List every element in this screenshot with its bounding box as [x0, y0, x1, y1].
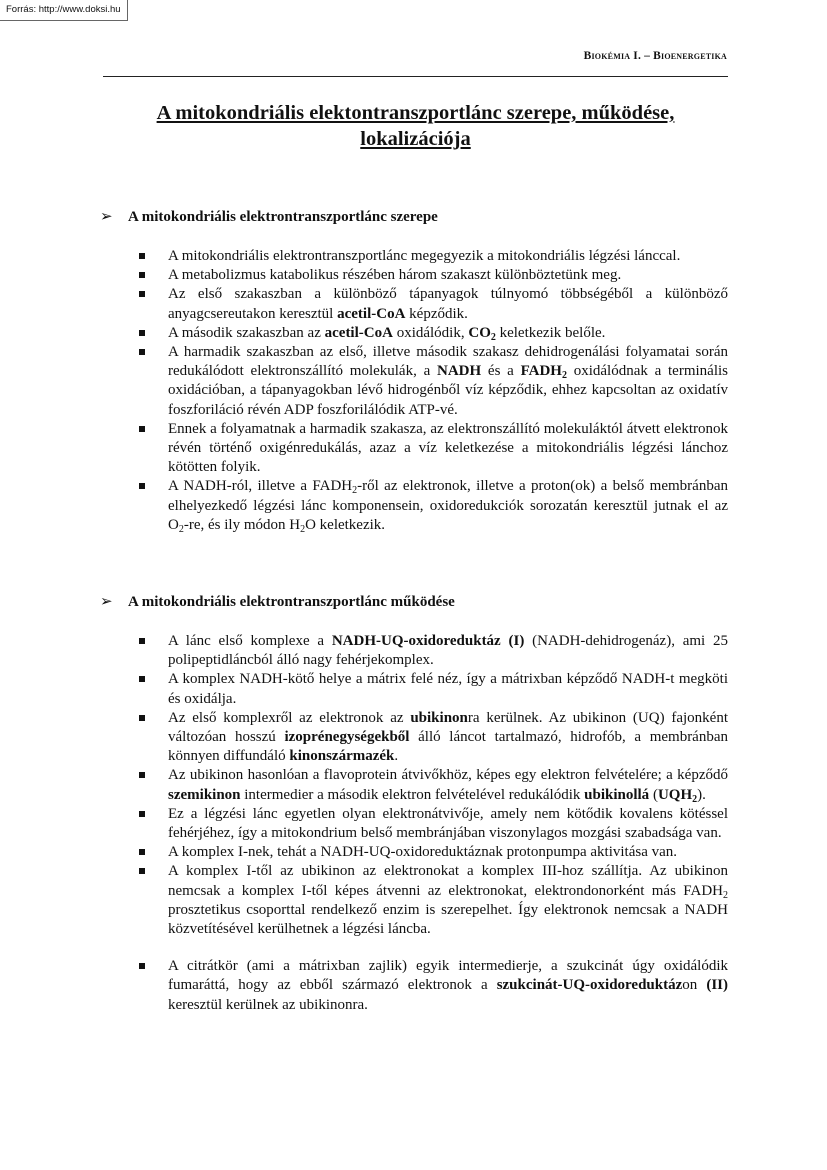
square-bullet-icon: [139, 676, 145, 682]
section-heading: [100, 207, 728, 227]
list-item: Ennek a folyamatnak a harmadik szakasza, az elektronszállító molekuláktól átvett elektronok révén történő oxigénredukálás, azaz a víz keletkezése a mitokondriális légzési lánchoz kötötten folyik.: [100, 420, 728, 478]
list-item: Az ubikinon hasonlóan a flavoprotein átvivőkhöz, képes egy elektron felvételére; a képződő szemikinon intermedier a második elektron felvételével redukálódik ubikinollá $(UQH_2)$.: [100, 766, 728, 804]
square-bullet-icon: [139, 811, 145, 817]
arrowhead-icon: ➢: [100, 207, 113, 225]
header-rule: [103, 76, 728, 77]
list-item: A NADH-ról, illetve a $FADH_2$-ről az elektronok, illetve a proton(ok) a belső membránban elhelyezkedő légzési lánc komponensein, oxidoredukciók sorozatán keresztül jutnak el az $O_2-re$, és ily módon $H_2O$ keletkezik.: [100, 477, 728, 535]
square-bullet-icon: [139, 849, 145, 855]
arrowhead-icon: ➢: [100, 592, 113, 610]
source-label: Forrás: http://www.doksi.hu: [0, 0, 128, 21]
bullet-list: [100, 247, 728, 535]
section-heading-text: A mitokondriális elektrontranszportlánc működése: [128, 594, 455, 610]
list-item: A lánc első komplexe a NADH-UQ-oxidoreduktáz (I) (NADH-dehidrogenáz), ami 25 polipeptidláncból álló nagy fehérjekomplex.: [100, 632, 728, 670]
list-item: Az első szakaszban a különböző tápanyagok túlnyomó többségéből a különböző anyagcsereutakon keresztül acetil-CoA képződik.: [100, 285, 728, 323]
square-bullet-icon: [139, 291, 145, 297]
square-bullet-icon: [139, 272, 145, 278]
page-title: [103, 100, 728, 152]
square-bullet-icon: [139, 253, 145, 259]
section-role: [100, 207, 728, 535]
list-item: A mitokondriális elektrontranszportlánc megegyezik a mitokondriális légzési lánccal.: [100, 247, 728, 266]
title-line-2: lokalizációja: [360, 128, 471, 150]
title-line-1: A mitokondriális elektontranszportlánc szerepe, működése,: [156, 102, 675, 124]
list-item: A komplex I-től az ubikinon az elektronokat a komplex III-hoz szállítja. Az ubikinon nemcsak a komplex I-től képes átvenni az elektronokat, elektrondonorként más $FADH_2$ prosztetikus csoporttal rendelkező enzim is szerepelhet. Így elektronok nemcsak a NADH közvetítésével kerülhetnek a légzési láncba.: [100, 862, 728, 939]
square-bullet-icon: [139, 330, 145, 336]
square-bullet-icon: [139, 483, 145, 489]
list-item: A második szakaszban az acetil-CoA oxidálódik, $CO_2$ keletkezik belőle.: [100, 324, 728, 343]
running-header: Biokémia I. – Bioenergetika: [583, 50, 727, 62]
square-bullet-icon: [139, 638, 145, 644]
square-bullet-icon: [139, 426, 145, 432]
list-item: A komplex NADH-kötő helye a mátrix felé néz, így a mátrixban képződő NADH-t megköti és oxidálja.: [100, 670, 728, 708]
list-item: A komplex I-nek, tehát a NADH-UQ-oxidoreduktáznak protonpumpa aktivitása van.: [100, 843, 728, 862]
section-heading: [100, 592, 728, 612]
list-item: A harmadik szakaszban az első, illetve második szakasz dehidrogenálási folyamatai során redukálódott elektronszállító molekulák, a NADH és a $FADH_2$ oxidálódnak a terminális oxidációban, a tápanyagokban lévő hidrogénből víz képződik, ehhez kapcsoltan az oxidatív foszforiláció révén ADP foszforilálódik ATP-vé.: [100, 343, 728, 420]
section-function: [100, 592, 728, 1015]
bullet-list: [100, 632, 728, 1015]
list-item: A metabolizmus katabolikus részében három szakaszt különböztetünk meg.: [100, 266, 728, 285]
square-bullet-icon: [139, 349, 145, 355]
square-bullet-icon: [139, 963, 145, 969]
square-bullet-icon: [139, 772, 145, 778]
list-item: Az első komplexről az elektronok az ubikinonra kerülnek. Az ubikinon (UQ) fajonként változóan hosszú izoprénegységekből álló láncot tartalmazó, hidrofób, a membránban könnyen diffundáló kinonszármazék.: [100, 709, 728, 767]
square-bullet-icon: [139, 715, 145, 721]
list-item: A citrátkör (ami a mátrixban zajlik) egyik intermedierje, a szukcinát úgy oxidálódik fumaráttá, hogy az ebből származó elektronok a szukcinát-UQ-oxidoreduktázon (II) keresztül kerülnek az ubikinonra.: [100, 957, 728, 1015]
square-bullet-icon: [139, 868, 145, 874]
list-item: Ez a légzési lánc egyetlen olyan elektronátvivője, amely nem kötődik kovalens kötéssel fehérjéhez, így a mitokondrium belső membránjában viszonylagos mozgási szabadsága van.: [100, 805, 728, 843]
section-heading-text: A mitokondriális elektrontranszportlánc szerepe: [128, 209, 438, 225]
